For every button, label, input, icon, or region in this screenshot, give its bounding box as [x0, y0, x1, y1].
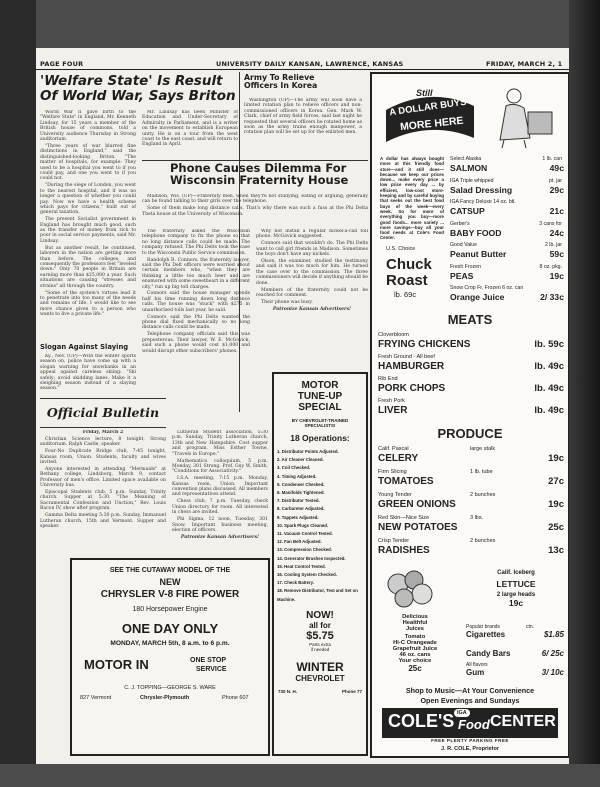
- produce-item: [378, 515, 564, 538]
- chrysler-horsepower: 180 Horsepower Engine: [132, 606, 208, 613]
- fruit-basket-icon: [384, 568, 436, 612]
- juice-line: Grapefruit Juice: [392, 646, 438, 652]
- grocery-item-desc: Gerber's: [450, 220, 470, 227]
- grocery-item: [450, 156, 566, 178]
- bulletin-title-box: [40, 398, 166, 428]
- meat-item: [378, 332, 564, 354]
- lettuce-name: LETTUCE: [496, 579, 536, 589]
- chrysler-new: NEW: [159, 577, 181, 587]
- produce-item-desc: Red Skin—Nice Size: [378, 515, 430, 521]
- meat-item-name: LIVER: [378, 405, 408, 416]
- meat-item-name: HAMBURGER: [378, 361, 445, 372]
- phone-paragraph: Why not install a regular nickel-a-call toll phone, McGavick suggested.: [256, 229, 368, 240]
- tuneup-operation: 18. Remove Distributor, Test and Set on Machine.: [277, 588, 358, 602]
- coles-food-center-ad: [370, 72, 569, 758]
- extra-item-desc: All flavors: [466, 662, 488, 668]
- tuneup-all-for: all for: [309, 620, 331, 630]
- meat-item-desc: Cloverbloom: [378, 332, 409, 338]
- lettuce-line: Calif. Iceberg: [497, 570, 535, 576]
- tuneup-title-1: MOTOR: [301, 380, 339, 391]
- chrysler-service-1: ONE STOP: [190, 657, 227, 664]
- issue-date: FRIDAY, MARCH 2, 1: [486, 60, 563, 68]
- store-logo-center: CENTER: [490, 713, 556, 730]
- store-logo-coles: COLE'S: [388, 711, 455, 731]
- meat-item: [378, 398, 564, 420]
- extra-item-price: 6/ 25c: [541, 649, 564, 658]
- roast-price: lb. 69c: [394, 290, 417, 299]
- bulletin-credit: Patronize Kansan Advertisers!: [180, 534, 260, 540]
- produce-item: [378, 446, 564, 469]
- grocery-item-price: 19c: [549, 270, 564, 281]
- chrysler-service-2: SERVICE: [196, 666, 227, 673]
- phone-paragraph: Connors said the Phi Delts wanted the phone dial fixed mechanically so no long distance calls could be made.: [142, 314, 250, 331]
- bulletin-item: Four-No Duplicate Bridge club, 7:45 tonight, Kansas room, Union. Students, faculty and wives invited.: [40, 449, 166, 466]
- tuneup-title-3: SPECIAL: [298, 402, 342, 413]
- tuneup-operations-list: [277, 448, 363, 604]
- grocery-item-qty: 1 lb. can: [542, 156, 562, 162]
- grocery-item-qty: pt. jar: [549, 177, 562, 184]
- shopper-illustration-icon: [484, 82, 560, 150]
- phone-lead: [142, 194, 368, 228]
- tuneup-operation: 2. Air Cleaner Cleaned.: [277, 457, 324, 463]
- grocery-item-name: Orange Juice: [450, 292, 505, 302]
- extra-item: [466, 643, 564, 662]
- tuneup-operation: 1. Distributor Points Adjusted.: [277, 449, 339, 454]
- chrysler-phone: Phone 607: [222, 695, 249, 701]
- meat-item-price: lb. 49c: [534, 361, 564, 372]
- produce-item-desc: Crisp Tender: [378, 538, 410, 544]
- extra-item-price: 3/ 10c: [541, 668, 564, 677]
- tuneup-operation: 10. Spark Plugs Cleaned.: [277, 522, 329, 528]
- welfare-paragraph: World War II gave birth to the "Welfare State" in England, Mr. Kenneth Lindsay, for 15 years a member of the British house of commons, told a University audience Thursday in Strong auditorium.: [40, 110, 136, 143]
- tuneup-phone: Phone 77: [341, 688, 362, 694]
- grocery-item: [450, 264, 566, 286]
- tuneup-operation: 6. Manifolds Tightened.: [277, 490, 325, 496]
- scan-left-edge: [0, 0, 36, 787]
- meats-title: MEATS: [447, 312, 493, 327]
- store-logo-iga: IGA: [454, 709, 470, 717]
- meat-item: [378, 376, 564, 398]
- grocery-item-price: 49c: [549, 163, 564, 173]
- bulletin-item: Mathematics colloquium, 5 p.m. Monday, 301 Strong. Prof. Guy W. Smith, "Conditions for Associativity.": [172, 458, 268, 475]
- chrysler-one-day: ONE DAY ONLY: [121, 621, 219, 636]
- bulletin-title: Official Bulletin: [46, 405, 160, 420]
- produce-item-qty: large stalk: [470, 446, 496, 452]
- folio-rule: [36, 69, 569, 70]
- grocery-item: [450, 285, 566, 307]
- meat-item: [378, 354, 564, 376]
- grocery-item-desc: Fresh Frozen: [450, 263, 481, 270]
- roast-grade: U.S. Choice: [386, 246, 416, 252]
- army-paragraph: Washington (UP)—The army will soon have a limited rotation plan to relieve officers and non-commissioned officers in Korea. Gen. Mark W. Clark, chief of army field forces, said last night he requested that several officers be rotated home as soon as the army trains enough manpower, a rotation plan will be set up for the enlisted men.: [244, 98, 362, 136]
- meat-item-desc: Fresh Ground - All beef: [378, 354, 435, 360]
- grocery-item-name: PEAS: [450, 270, 474, 281]
- produce-item-qty: 2 bunches: [470, 538, 496, 544]
- produce-item-name: GREEN ONIONS: [378, 499, 456, 510]
- extra-item-name: Cigarettes: [466, 630, 506, 639]
- grocery-item-list: [450, 156, 566, 307]
- phone-column-1: [142, 229, 250, 403]
- welfare-headline-line2: Of World War, Says Briton: [40, 87, 236, 104]
- phone-headline-line1: Phone Causes Dilemma For: [170, 161, 347, 175]
- extra-item-name: Candy Bars: [466, 649, 511, 658]
- dollar-banner: [382, 80, 478, 150]
- bulletin-item: Lutheran Student association, 5:30 p.m. Sunday, Trinity Lutheran church, 13th and New Hampshire. Cost supper and program. Miss Esther Towne, "Travels in Europe.": [172, 430, 268, 457]
- meat-item-price: lb. 49c: [534, 383, 564, 394]
- phone-paragraph: Members of the fraternity could not be reached for comment.: [256, 287, 368, 298]
- juice-line: Juices: [405, 626, 425, 632]
- chrysler-date: MONDAY, MARCH 5th, 8 a.m. to 6 p.m.: [110, 640, 230, 647]
- welfare-headline: [40, 74, 238, 103]
- extras-list: [466, 624, 564, 681]
- tuneup-operation: 16. Cooling System Checked.: [277, 572, 337, 578]
- juice-line: 46 oz. cans: [399, 652, 431, 658]
- banner-line-2: A DOLLAR BUYS: [388, 96, 468, 119]
- tuneup-operation: 4. Timing Adjusted.: [277, 473, 317, 479]
- chrysler-engine-name: CHRYSLER V-8 FIRE POWER: [100, 589, 240, 600]
- shop-line-1: Shop to Music—At Your Convenience: [405, 686, 535, 695]
- welfare-paragraph: "Three years of war blurred fine distinctions in England," said the distinguished-looking Briton. "The matter of hospitals, for example: They used to be a hospital you went to if you could pay, and one you went to if you could not.: [40, 143, 136, 182]
- bulletin-item: I.S.A. meeting, 7:15 p.m. Monday, Kansas room, Union. Important convention plans discussed. All members and representatives attend.: [172, 476, 268, 498]
- produce-item-price: 19c: [548, 453, 564, 464]
- meat-item-name: PORK CHOPS: [378, 383, 446, 394]
- extra-item: [466, 624, 564, 643]
- meat-item-price: lb. 49c: [534, 405, 564, 416]
- masthead: UNIVERSITY DAILY KANSAN, LAWRENCE, KANSAS: [216, 60, 404, 68]
- grocery-item-name: CATSUP: [450, 206, 485, 216]
- chrysler-headline: SEE THE CUTAWAY MODEL OF THE: [109, 567, 231, 574]
- phone-paragraph: Their phone was busy.: [261, 299, 313, 305]
- tuneup-operation: 15. Heat Control Tested.: [277, 563, 326, 569]
- produce-item-desc: Calif. Pascal: [378, 446, 409, 452]
- produce-item-desc: Young Tender: [378, 492, 412, 498]
- bulletin-item: Phi Sigma, 12 noon, Tuesday, 301 Snow. Important business meeting, election of officers.: [172, 517, 268, 533]
- produce-item-price: 27c: [548, 476, 564, 487]
- tuneup-operation: 13. Compression Checked.: [277, 547, 332, 553]
- phone-paragraph: Connors said that wouldn't do. The Phi Delts want to call girl friends in Madison. Sometimes the boys don't have any nickels.: [256, 241, 368, 258]
- chrysler-dealer-name: MOTOR IN: [84, 657, 149, 672]
- juice-line: Hi-C Orangeade: [393, 640, 437, 646]
- bulletin-item: Christian Science lecture, 8 tonight, Strong auditorium. Ralph Castle, speaker.: [40, 436, 166, 448]
- meat-item-desc: Rib End: [378, 376, 398, 382]
- tuneup-operation: 3. Coil Checked.: [277, 465, 311, 471]
- chrysler-ad: [70, 558, 270, 756]
- tuneup-operation: 11. Vacuum Control Tested.: [277, 531, 333, 537]
- grocery-item: [450, 221, 566, 243]
- slogan-paragraph: Ky., Nev. (UP)—With the winter sports season on, police have come up with a slogan warning for snowbanks in an appeal against careless skiing: "Ski safely; avoid skidding lanes. Make it a sleighing season instead of a slaying season.": [40, 354, 136, 392]
- welfare-paragraph: "Some of the system's virtues lead it to penetrate into too many of the needs and remains of life. I would like to see more chance given to a person who wants to live a private life.": [40, 290, 136, 318]
- shop-line-2: Open Evenings and Sundays: [420, 696, 520, 705]
- grocery-item-name: Peanut Butter: [450, 249, 507, 259]
- roast-name-1: Chuck: [386, 256, 432, 273]
- tuneup-byline: BY CHEVROLET-TRAINED SPECIALISTS!: [291, 418, 349, 428]
- produce-item-price: 19c: [548, 499, 564, 510]
- welfare-paragraph: "During the siege of London, you went to the nearest hospital, and it was no longer a question of whether you could pay. Now we have a health scheme which pays for citizens," built out of general taxation.: [40, 183, 136, 216]
- extra-item-price: $1.85: [543, 630, 564, 639]
- tuneup-ad: [272, 372, 368, 756]
- phone-headline-line2: Wisconsin Fraternity House: [170, 173, 349, 188]
- phone-credit: Patronize Kansan Advertisers!: [272, 306, 352, 312]
- grocery-item-desc: Select Alaska: [450, 156, 482, 162]
- juice-line: Your choice: [398, 658, 432, 664]
- grocery-item-price: 21c: [549, 206, 564, 216]
- bulletin-item: Gamma Delta meeting 5:30 p.m. Sunday, Immanuel Lutheran church, 15th and Vermont. Supper and speaker.: [40, 513, 166, 529]
- tuneup-operation: 12. Fan Belt Adjusted.: [277, 539, 322, 545]
- produce-item-price: 25c: [548, 522, 564, 533]
- welfare-paragraph: But as another result, he continued, laborers in the nation are getting more than before. The colleges, and consequently the professors feel "leveled down." Only 70 people in Britain are earning more than $25,000 a year. Such situations are causing "stresses and strains" all through the country.: [40, 245, 136, 289]
- grocery-item-name: Salad Dressing: [450, 184, 513, 195]
- welfare-headline-line1: 'Welfare State' Is Result: [40, 73, 223, 89]
- banner-line-1: Still: [416, 88, 433, 98]
- scan-bottom-margin: [0, 764, 600, 787]
- grocery-item-price: 59c: [549, 249, 564, 259]
- phone-paragraph: Telephone company officials said this was preposterous. Their lawyer, W. E. McGovick, said such a phone would cost $1,000 and would disrupt other subscribers' phones.: [142, 332, 250, 354]
- tuneup-operation: 9. Tappets Adjusted.: [277, 514, 319, 520]
- bulletin-item: Anyone interested in attending "Mermaids" at Bethany college, Lindsborg, March 9, contact Professor of men's office. Limited space available on University bus.: [40, 466, 166, 489]
- banner-line-3: MORE HERE: [399, 114, 465, 134]
- grocery-intro: A dollar has always bought more at this friendly food store—and it still does—because we keep our prices down... make every price a low price every day ... by efficient, low-cost store-keeping and by careful buying that seeks out the best food buys of the week—every week. So for more of everything you buy—more good foods... more variety ... more savings—buy all your food needs at Cole's Food Center.: [380, 156, 444, 241]
- extra-item: [466, 662, 564, 681]
- phone-paragraph: Randolph R. Connors, the fraternity lawyer, said the Phi Delt officers were worried about certain members who, "when they are thinking a little too much beer and are enamored with some sweetheart in a different city," run up big toll charges.: [142, 257, 250, 290]
- produce-item-desc: Firm Slicing: [378, 469, 407, 475]
- grocery-item: [450, 199, 566, 221]
- grocery-item-desc: Good Value: [450, 242, 478, 248]
- tuneup-parts-note-1: Parts extra: [309, 641, 331, 647]
- grocery-item: [450, 178, 566, 200]
- tuneup-operation: 8. Carburetor Adjusted.: [277, 506, 325, 512]
- slogan-headline: Slogan Against Slaying: [40, 343, 129, 351]
- produce-item-price: 13c: [548, 545, 564, 556]
- tuneup-address: 730 N. H.: [278, 688, 298, 694]
- grocery-item-price: 24c: [549, 227, 564, 238]
- produce-item-qty: 3 lbs.: [470, 515, 484, 521]
- store-logo-food: Food: [458, 717, 490, 732]
- juice-offer: [376, 614, 454, 673]
- produce-title: PRODUCE: [437, 426, 503, 441]
- newspaper-page: [36, 48, 569, 764]
- produce-list: [378, 446, 564, 561]
- grocery-item: [450, 242, 566, 264]
- tuneup-operation: 17. Check Battery.: [277, 580, 314, 586]
- meat-item-price: lb. 59c: [534, 339, 564, 350]
- produce-item: [378, 469, 564, 492]
- chrysler-address: 827 Vermont: [80, 695, 112, 701]
- meat-item-name: FRYING CHICKENS: [378, 339, 471, 350]
- produce-item: [378, 492, 564, 515]
- bulletin-item: Episcopal Students club, 5 p.m. Sunday, Trinity church. Supper at 5:30. "The Meaning of Sacramental Confession and Unction," Rev. Louis Bacon IV, show after program.: [40, 490, 166, 512]
- bulletin-date: Friday, March 2: [82, 430, 124, 435]
- grocery-item-desc: IGA Fancy Deluxe 14 oz. btl.: [450, 199, 516, 205]
- juice-price: 25c: [408, 664, 422, 673]
- produce-item-qty: 1 lb. tube: [470, 469, 493, 475]
- grocery-item-name: SALMON: [450, 163, 488, 173]
- grocery-item-name: BABY FOOD: [450, 227, 502, 238]
- extra-item-qty: ctn.: [525, 624, 534, 630]
- slogan-body: [40, 354, 136, 399]
- produce-item-name: NEW POTATOES: [378, 522, 458, 533]
- tuneup-title-2: TUNE-UP: [297, 391, 343, 402]
- grocery-item-qty: 8 oz. pkg.: [539, 263, 562, 270]
- chrysler-brand: Chrysler-Plymouth: [140, 695, 190, 701]
- grocery-item-qty: 2 lb. jar: [544, 242, 562, 248]
- welfare-paragraph: The present Socialist government in England has brought much good, such as the transfer of money from rich to poor in social service payments, said Mr. Lindsay.: [40, 217, 136, 244]
- page-number: PAGE FOUR: [40, 60, 84, 68]
- store-logo-banner: [382, 708, 558, 738]
- grocery-item-desc: Snow Crop Fr. Frozen 6 oz. can: [450, 285, 524, 291]
- produce-item-name: RADISHES: [378, 545, 430, 556]
- produce-item-qty: 2 bunches: [470, 492, 496, 498]
- bulletin-item: Chess club, 7 p.m. Tuesday, check Union directory for room. All interested in chess are invited.: [172, 499, 268, 516]
- juice-line: Tomato: [404, 634, 426, 640]
- welfare-paragraph: Mr. Lindsay has been Minister of Education and Under-Secretary of Admiralty in Parliament, and is a writer on the movement to establish European unity. He is on a tour from the west coast to the east coast, and will return to England in April.: [142, 110, 238, 148]
- phone-paragraph: The fraternity asked the Wisconsin telephone company to fix the phone so that no long distance calls could be made. The company refused. The Phi Delts took the case to the Wisconsin Public Service commission.: [142, 229, 250, 256]
- tuneup-operation: 5. Condenser Checked.: [277, 481, 325, 487]
- lettuce-offer: [468, 570, 564, 608]
- juice-line: Healthful: [402, 620, 428, 626]
- phone-paragraph: Connors said the house manager spends half his time running down long distance calls. The house was "stuck" with $275 in unauthorized tolls last year, he said.: [142, 291, 250, 313]
- roast-name-2: Roast: [386, 272, 428, 289]
- tuneup-dealer-chevrolet: CHEVROLET: [295, 673, 345, 683]
- phone-paragraph: Olson, the examiner, studied the testimony and said it was too much for him. He turned the case over to the commission. The three commissioners will decide if anything should be done.: [256, 259, 368, 286]
- phone-paragraph: Madison, Wis. (UP)—Fraternity men, when they're not studying, eating or arguing, generally can be found talking to their girls over the telephone.: [142, 194, 368, 205]
- meat-item-desc: Fresh Pork: [378, 398, 405, 404]
- tuneup-dealer-winter: WINTER: [296, 659, 344, 674]
- extra-item-desc: Popular brands: [466, 624, 500, 630]
- tuneup-operation: 7. Distributor Tested.: [277, 498, 320, 504]
- tuneup-price: $5.75: [306, 629, 334, 642]
- chrysler-owners: C. J. TOPPING—GEORGE S. WARE: [124, 685, 216, 691]
- phone-headline: [170, 162, 370, 187]
- store-proprietor: J. R. COLE, Proprietor: [440, 746, 500, 752]
- meats-list: [378, 332, 564, 420]
- lettuce-price: 19c: [508, 598, 524, 608]
- grocery-item-price: 2/ 33c: [540, 292, 564, 302]
- scan-top-margin: [0, 0, 600, 48]
- army-headline-line2: Officers In Korea: [244, 81, 318, 91]
- grocery-item-price: 29c: [549, 184, 564, 195]
- phone-paragraph: Some of them make long distance calls. That's why there was such a fuss at the Phi Delta Theta house at the University of Wisconsin.: [142, 206, 368, 217]
- grocery-item-desc: IGA Triple whipped: [450, 177, 494, 184]
- produce-item: [378, 538, 564, 561]
- tuneup-operations-title: 18 Operations:: [290, 433, 350, 443]
- extra-item-name: Gum: [466, 668, 485, 677]
- tuneup-now: NOW!: [306, 609, 334, 621]
- tuneup-parts-note-2: if needed: [310, 646, 330, 652]
- produce-item-name: CELERY: [378, 453, 419, 464]
- army-headline: [244, 74, 362, 91]
- tuneup-operation: 14. Generator Brushes Inspected.: [277, 555, 346, 561]
- produce-item-name: TOMATOES: [378, 476, 434, 487]
- lettuce-line: 2 large heads: [496, 592, 536, 598]
- army-headline-line1: Army To Relieve: [244, 73, 315, 82]
- juice-line: Delicious: [402, 614, 428, 620]
- grocery-item-qty: 3 cans for: [539, 220, 562, 227]
- binding-spine: [569, 0, 600, 787]
- parking-strip: FREE PLENTY PARKING FREE: [431, 738, 509, 743]
